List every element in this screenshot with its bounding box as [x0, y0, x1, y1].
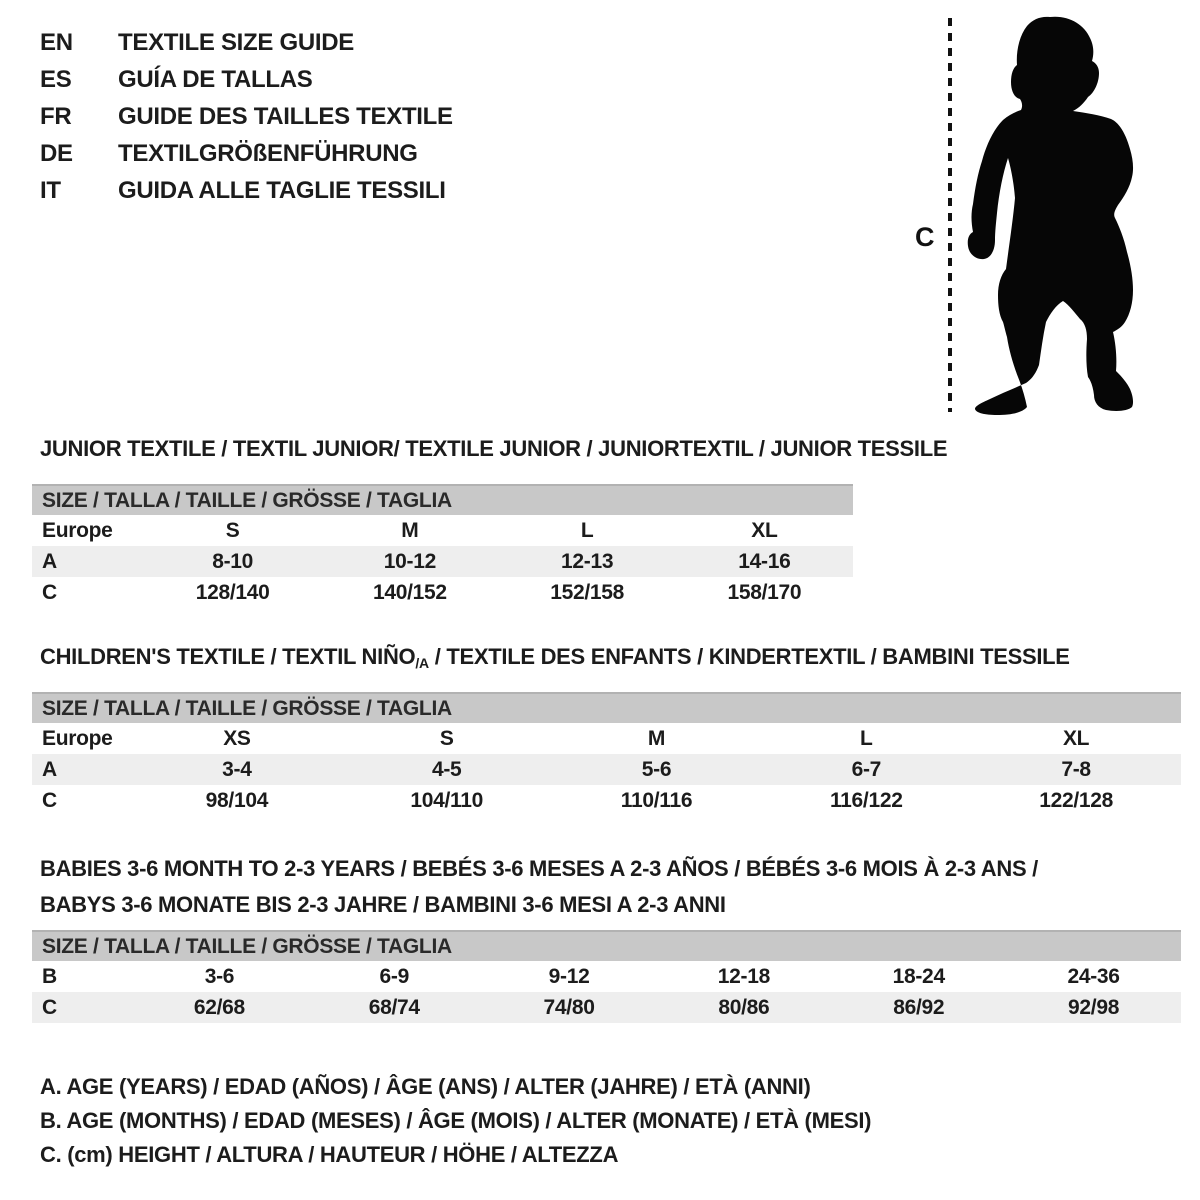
size-cell: 74/80: [482, 992, 657, 1023]
size-cell: 5-6: [552, 754, 762, 785]
language-code: IT: [40, 177, 61, 204]
size-cell: 158/170: [727, 580, 802, 604]
legend-line-c: C. (cm) HEIGHT / ALTURA / HAUTEUR / HÖHE / ALTEZZA: [40, 1142, 619, 1167]
language-row-fr: [40, 98, 453, 135]
size-header-bar: SIZE / TALLA / TAILLE / GRÖSSE / TAGLIA: [32, 484, 853, 515]
size-cell: 14-16: [676, 546, 853, 577]
table-row: [32, 723, 1181, 754]
measure-label-c: C: [915, 222, 935, 252]
language-code: EN: [40, 29, 73, 56]
size-cell: 140/152: [372, 580, 447, 604]
size-header-bar: SIZE / TALLA / TAILLE / GRÖSSE / TAGLIA: [32, 692, 1181, 723]
babies-size-table: [32, 930, 1181, 1023]
row-label-cell: Europe: [42, 726, 113, 750]
size-cell: 116/122: [829, 788, 903, 812]
table-row: [32, 515, 853, 546]
babies-title-line1: BABIES 3-6 MONTH TO 2-3 YEARS / BEBÉS 3-6 MESES A 2-3 AÑOS / BÉBÉS 3-6 MOIS À 2-3 ANS /: [40, 856, 1038, 881]
size-cell: 18-24: [892, 964, 945, 988]
language-row-it: [40, 172, 453, 209]
table-row: [32, 754, 1181, 785]
language-label: GUIDE DES TAILLES TEXTILE: [118, 103, 453, 130]
children-title-text: / TEXTILE DES ENFANTS / KINDERTEXTIL / BAMBINI TESSILE: [428, 644, 1070, 669]
size-cell: 104/110: [410, 788, 484, 812]
size-cell: 110/116: [620, 788, 693, 812]
size-cell: 128/140: [195, 580, 270, 604]
legend-line-b: B. AGE (MONTHS) / EDAD (MESES) / ÂGE (MOIS) / ALTER (MONATE) / ETÀ (MESI): [40, 1108, 872, 1133]
junior-table-body: [32, 515, 853, 608]
size-cell: 10-12: [321, 546, 498, 577]
table-row: [32, 961, 1181, 992]
size-cell: L: [580, 518, 594, 542]
row-label-cell: A: [32, 546, 144, 577]
size-cell: XL: [1062, 726, 1090, 750]
row-label-cell: C: [42, 788, 57, 812]
size-cell: 62/68: [132, 992, 307, 1023]
size-cell: 80/86: [656, 992, 831, 1023]
size-cell: L: [860, 726, 873, 750]
size-cell: 12-13: [499, 546, 676, 577]
size-cell: 24-36: [1067, 964, 1120, 988]
junior-section-title: JUNIOR TEXTILE / TEXTIL JUNIOR/ TEXTILE JUNIOR / JUNIORTEXTIL / JUNIOR TESSILE: [40, 436, 948, 461]
size-cell: 152/158: [550, 580, 625, 604]
row-label-cell: C: [42, 580, 57, 604]
size-cell: 7-8: [971, 754, 1181, 785]
size-cell: 3-4: [132, 754, 342, 785]
size-cell: 9-12: [548, 964, 590, 988]
size-cell: 98/104: [205, 788, 269, 812]
row-label-cell: B: [42, 964, 57, 988]
language-label: GUÍA DE TALLAS: [118, 66, 313, 93]
height-measure-figure: [895, 6, 1195, 418]
children-title-subscript: /A: [415, 655, 429, 671]
size-cell: 8-10: [144, 546, 321, 577]
size-cell: 4-5: [342, 754, 552, 785]
size-cell: 86/92: [831, 992, 1006, 1023]
table-row: [32, 992, 1181, 1023]
size-cell: M: [401, 518, 419, 542]
size-cell: XS: [223, 726, 251, 750]
size-cell: 92/98: [1006, 992, 1181, 1023]
language-row-de: [40, 135, 453, 172]
children-section-title: [40, 644, 1070, 671]
size-cell: 122/128: [1039, 788, 1113, 812]
size-cell: XL: [751, 518, 778, 542]
language-code: ES: [40, 66, 72, 93]
size-header-bar: SIZE / TALLA / TAILLE / GRÖSSE / TAGLIA: [32, 930, 1181, 961]
size-cell: 6-7: [761, 754, 971, 785]
size-cell: 3-6: [204, 964, 235, 988]
row-label-cell: Europe: [42, 518, 113, 542]
size-cell: S: [225, 518, 240, 542]
babies-section-title: [40, 851, 1038, 923]
row-label-cell: A: [32, 754, 132, 785]
language-code: FR: [40, 103, 72, 130]
language-list: [40, 24, 453, 209]
legend-line-a: A. AGE (YEARS) / EDAD (AÑOS) / ÂGE (ANS) / ALTER (JAHRE) / ETÀ (ANNI): [40, 1074, 811, 1099]
children-table-body: [32, 723, 1181, 816]
children-size-table: [32, 692, 1181, 816]
table-row: [32, 546, 853, 577]
babies-table-body: [32, 961, 1181, 1023]
language-code: DE: [40, 140, 73, 167]
size-cell: 12-18: [717, 964, 770, 988]
table-row: [32, 785, 1181, 816]
table-row: [32, 577, 853, 608]
language-label: TEXTILE SIZE GUIDE: [118, 29, 354, 56]
size-cell: M: [647, 726, 666, 750]
babies-title-line2: BABYS 3-6 MONATE BIS 2-3 JAHRE / BAMBINI 3-6 MESI A 2-3 ANNI: [40, 892, 726, 917]
language-label: TEXTILGRÖßENFÜHRUNG: [118, 140, 418, 167]
language-label: GUIDA ALLE TAGLIE TESSILI: [118, 177, 446, 204]
size-cell: 68/74: [307, 992, 482, 1023]
language-row-en: [40, 24, 453, 61]
language-row-es: [40, 61, 453, 98]
junior-size-table: [32, 484, 853, 608]
children-title-text: CHILDREN'S TEXTILE / TEXTIL NIÑO: [40, 644, 416, 669]
size-cell: S: [439, 726, 454, 750]
size-cell: 6-9: [379, 964, 409, 988]
row-label-cell: C: [32, 992, 132, 1023]
measure-legend: [40, 1070, 871, 1172]
toddler-silhouette: [968, 17, 1133, 415]
